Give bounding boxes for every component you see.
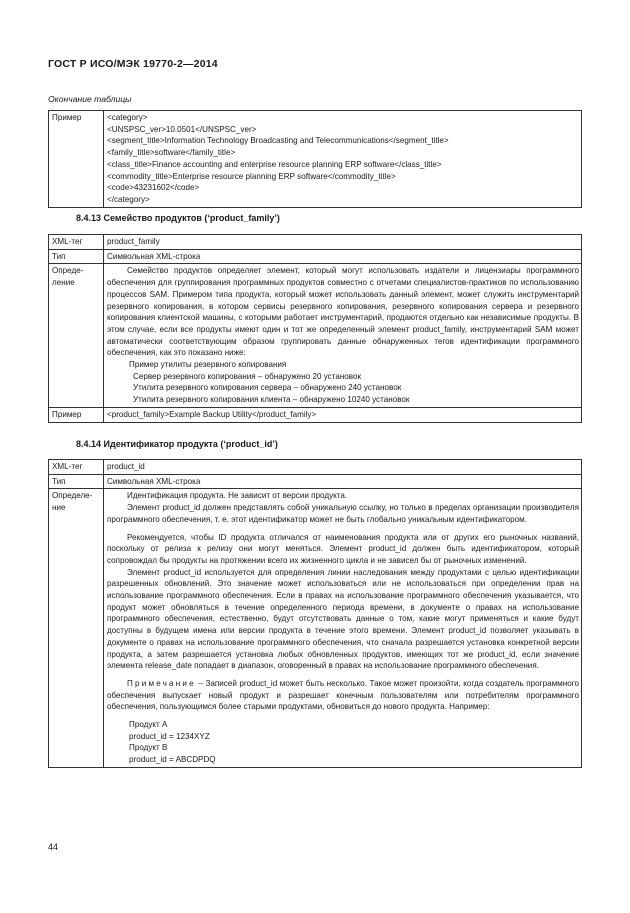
example-table xyxy=(48,110,582,208)
page-number: 44 xyxy=(48,842,59,852)
row-value: product_family xyxy=(104,235,582,250)
table-row xyxy=(49,264,582,407)
row-value: <product_family>Example Backup Utility</product_family> xyxy=(104,407,582,422)
table-row xyxy=(49,489,582,767)
table-row xyxy=(49,249,582,264)
example-line: Продукт B xyxy=(129,743,168,753)
definition-paragraph: Элемент product_id используется для определения линии наследования между продуктами с целью идентификации разрешенных обновлений. Это значение может использоваться или не использоваться при определении прав на использование программного обеспечения. Если в правах на использование программного обеспечения указывается, что продукт может обновляться в течение определенного периода времени, в документе о правах на использование программного обеспечения, естественно, будут отсутствовать данные о том, какие могут применяться и какие будут доступны в будущем имена или версии продукта в течение этого времени. Элемент product_id позволяет указывать в документе о правах на использование программного обеспечения, что сначала разрешается установка конкретной версии продукта, а затем разрешается установка любых обновленных продуктов, имеющих тот же product_id, если значение элемента release_date попадает в диапазон, оговоренный в правах на использование программного обеспечения. xyxy=(107,567,579,671)
row-value: Символьная XML-строка xyxy=(104,474,582,489)
example-line: Утилита резервного копирования клиента – обнаружено 10240 установок xyxy=(133,395,410,405)
row-key: Пример xyxy=(49,407,104,422)
row-value xyxy=(104,111,582,208)
row-value: Символьная XML-строка xyxy=(104,249,582,264)
table-row xyxy=(49,235,582,250)
example-line: Пример утилиты резервного копирования xyxy=(129,360,287,370)
example-line: product_id = 1234XYZ xyxy=(129,731,210,741)
row-key: Тип xyxy=(49,474,104,489)
table-row xyxy=(49,111,582,208)
row-key: XML-тег xyxy=(49,460,104,475)
definition-paragraph: Рекомендуется, чтобы ID продукта отличался от наименования продукта или от других его рыночных названий, поскольку от релиза к релизу они могут меняться. Элемент product_id должен быть идентификатором, который сопровождал бы продукты на протяжении всего их жизненного цикла и не зависел бы от рыночных изменений. xyxy=(107,532,579,565)
note-paragraph xyxy=(107,678,579,713)
row-key: XML-тег xyxy=(49,235,104,250)
code-line: <commodity_title>Enterprise resource planning ERP software</commodity_title> xyxy=(107,171,396,181)
row-value xyxy=(104,264,582,407)
row-key: Пример xyxy=(49,111,104,208)
table-row xyxy=(49,474,582,489)
code-line: <family_title>software</family_title> xyxy=(107,148,236,158)
document-header: ГОСТ Р ИСО/МЭК 19770-2—2014 xyxy=(48,58,218,70)
row-value xyxy=(104,489,582,767)
row-key: Определе- ние xyxy=(49,489,104,767)
example-line: Утилита резервного копирования сервера – обнаружено 240 установок xyxy=(133,383,402,393)
table-continuation-label: Окончание таблицы xyxy=(48,94,132,104)
product-family-table xyxy=(48,234,582,423)
code-line: <class_title>Finance accounting and enterprise resource planning ERP software</class_title> xyxy=(107,159,442,169)
definition-paragraph: Семейство продуктов определяет элемент, который могут использовать издатели и лицензиары программного обеспечения для группирования программных продуктов совместно с отчетами специалистов-практиков по использованию процессов SAM. Примером типа продукта, который может использовать данный элемент, может служить инструментарий резервного копирования, в котором сервисы резервного копирования, резервного копирования сервера и резервного копирования клиентской машины, с которыми работает инструментарий, продаются отдельно как независимые продукты. В этом случае, если все продукты имеют один и тот же определенный элемент product_family, инструментарий SAM может автоматически соответствующим образом группировать данные обнаруженных тегов идентификации программного обеспечения, как это показано ниже: xyxy=(107,266,579,358)
row-key: Опреде- ление xyxy=(49,264,104,407)
note-label: Примечание xyxy=(127,678,196,688)
example-line: product_id = ABCDPDQ xyxy=(129,755,216,765)
code-line: </category> xyxy=(107,194,150,204)
row-key: Тип xyxy=(49,249,104,264)
section-heading-product-family: 8.4.13 Семейство продуктов (‘product_family’) xyxy=(76,213,280,223)
table-row xyxy=(49,460,582,475)
code-line: <category> xyxy=(107,113,148,122)
definition-paragraph: Идентификация продукта. Не зависит от версии продукта. xyxy=(127,491,348,501)
code-line: <UNSPSC_ver>10.0501</UNSPSC_ver> xyxy=(107,124,257,134)
product-id-table xyxy=(48,459,582,768)
table-row xyxy=(49,407,582,422)
definition-paragraph: Элемент product_id должен представлять собой уникальную ссылку, но только в пределах организации производителя программного обеспечения, т. е. этот идентификатор может не быть глобально уникальным идентификатором. xyxy=(107,503,579,524)
example-line: Сервер резервного копирования – обнаружено 20 установок xyxy=(133,371,362,381)
code-line: <segment_title>Information Technology Broadcasting and Telecommunications</segment_title> xyxy=(107,136,449,146)
code-line: <code>43231602</code> xyxy=(107,183,200,193)
section-heading-product-id: 8.4.14 Идентификатор продукта (‘product_id’) xyxy=(76,439,278,449)
row-value: product_id xyxy=(104,460,582,475)
example-line: Продукт A xyxy=(129,720,168,730)
note-text: – Записей product_id может быть несколько. Такое может произойти, когда создатель программного обеспечения выпускает новый продукт и разрешает конечным пользователям или потребителям программного обеспечения, пользующимся более старыми продуктами, обновиться до нового продукта. Например: xyxy=(107,678,579,712)
